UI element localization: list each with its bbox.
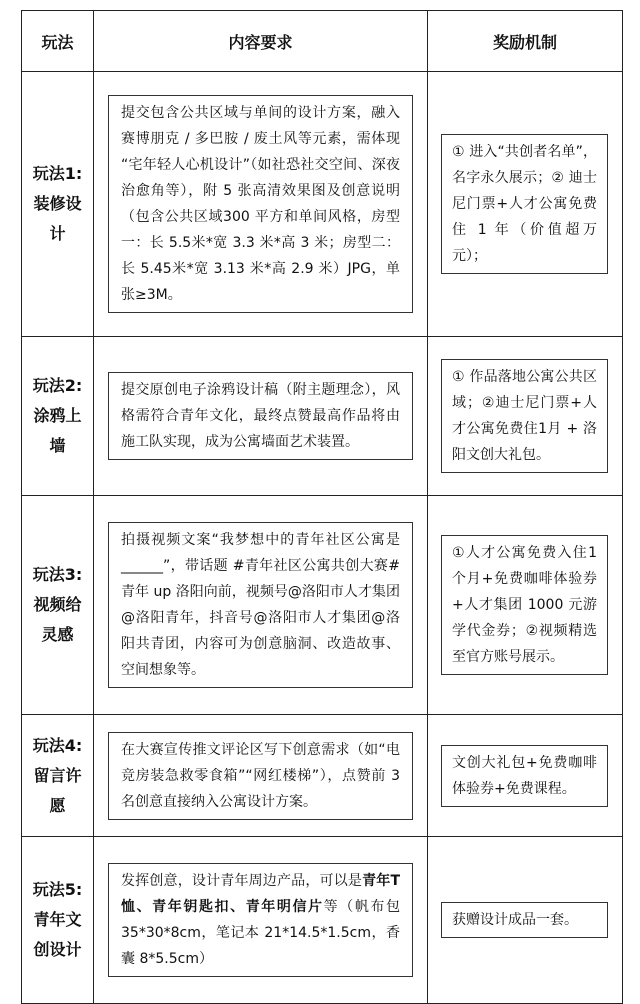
mode-cell: 玩法1:装修设计 — [22, 72, 94, 337]
header-content: 内容要求 — [94, 11, 428, 72]
reward-box: ① 作品落地公寓公共区域；②迪士尼门票+人才公寓免费住1月 + 洛阳文创大礼包。 — [441, 359, 608, 473]
table-row — [22, 837, 623, 1004]
reward-cell — [428, 496, 623, 715]
reward-box: 获赠设计成品一套。 — [441, 902, 608, 938]
header-row — [22, 11, 623, 72]
content-bold-text: 青年T恤、青年钥匙扣、青年明信片 — [121, 873, 400, 915]
content-text: 等（帆布包 35*30*8cm，笔记本 21*14.5*1.5cm，香囊 8*5.5cm） — [121, 899, 401, 967]
content-cell — [94, 72, 428, 337]
content-box: 拍摄视频文案“我梦想中的青年社区公寓是______”，带话题 #青年社区公寓共创大赛#青年 up 洛阳向前，视频号@洛阳市人才集团@洛阳青年，抖音号@洛阳市人才集团@洛阳共青团，内容可为创意脑洞、改造故事、空间想象等。 — [108, 522, 413, 688]
content-box: 在大赛宣传推文评论区写下创意需求（如“电竞房装急救零食箱”“网红楼梯”），点赞前 3 名创意直接纳入公寓设计方案。 — [108, 732, 413, 820]
content-cell — [94, 496, 428, 715]
content-box: 提交原创电子涂鸦设计稿（附主题理念），风格需符合青年文化，最终点赞最高作品将由施工队实现，成为公寓墙面艺术装置。 — [108, 372, 413, 460]
mode-cell: 玩法4:留言许愿 — [22, 715, 94, 837]
reward-cell — [428, 837, 623, 1004]
mode-cell: 玩法2:涂鸦上墙 — [22, 337, 94, 496]
reward-cell — [428, 72, 623, 337]
header-reward: 奖励机制 — [428, 11, 623, 72]
content-box — [108, 863, 413, 977]
content-text: 发挥创意，设计青年周边产品，可以是 — [121, 873, 363, 889]
reward-cell — [428, 337, 623, 496]
reward-cell — [428, 715, 623, 837]
header-mode: 玩法 — [22, 11, 94, 72]
content-cell — [94, 337, 428, 496]
reward-box: ① 进入“共创者名单”，名字永久展示；② 迪士尼门票+人才公寓免费住 1 年（价值超万元）； — [441, 134, 608, 274]
table-row — [22, 715, 623, 837]
reward-box: ①人才公寓免费入住1 个月+免费咖啡体验券+人才集团 1000 元游学代金券；②视频精选至官方账号展示。 — [441, 535, 608, 675]
content-box: 提交包含公共区域与单间的设计方案，融入赛博朋克 / 多巴胺 / 废土风等元素，需体现 “宅年轻人心机设计”（如社恐社交空间、深夜治愈角等），附 5 张高清效果图及创意说明（包含公共区域300 平方和单间风格，房型一：长 5.5米*宽 3.3 米*高 3 米；房型二：长 5.45米*宽 3.13 米*高 2.9 米）JPG，单张≥3M。 — [108, 95, 413, 313]
content-cell — [94, 715, 428, 837]
content-cell — [94, 837, 428, 1004]
table-row — [22, 496, 623, 715]
table-row — [22, 337, 623, 496]
mode-cell: 玩法5:青年文创设计 — [22, 837, 94, 1004]
table-row — [22, 72, 623, 337]
reward-box: 文创大礼包+免费咖啡体验券+免费课程。 — [441, 745, 608, 807]
rules-table — [21, 10, 623, 1004]
mode-cell: 玩法3:视频给灵感 — [22, 496, 94, 715]
